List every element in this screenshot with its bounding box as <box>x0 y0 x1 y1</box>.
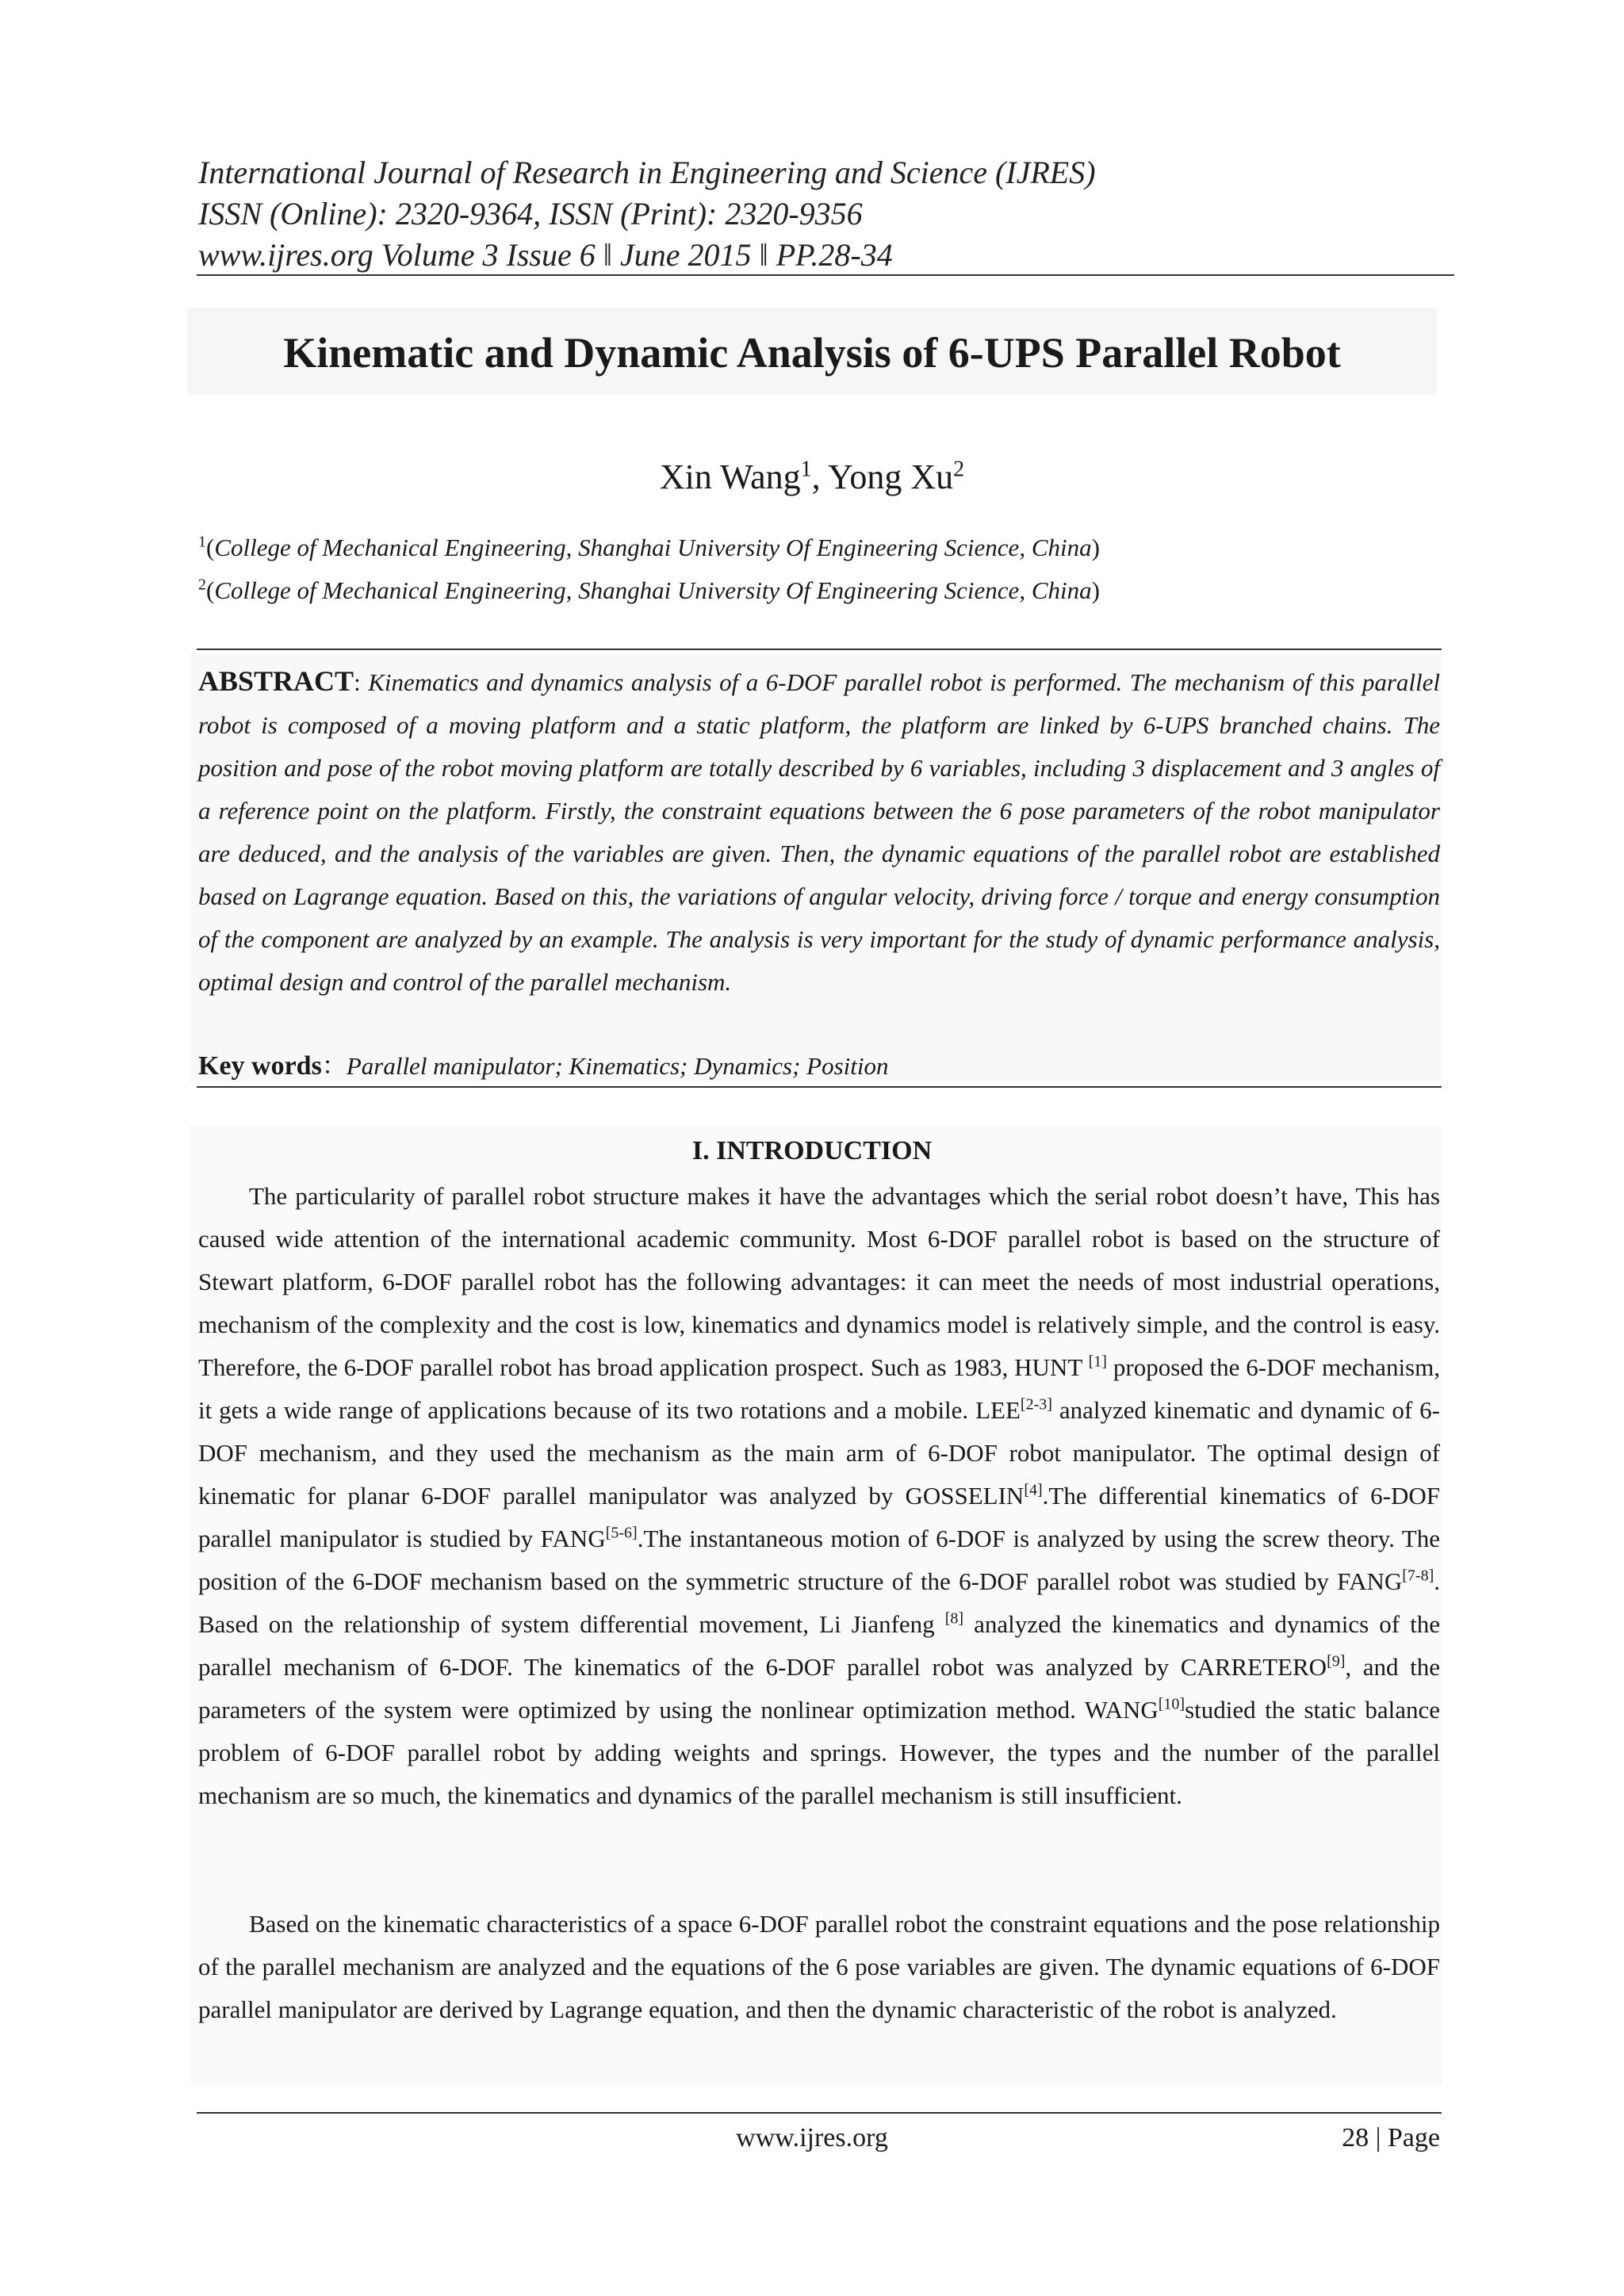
abstract <box>198 660 1440 1004</box>
header-rule <box>197 274 1454 276</box>
paragraph-text: proposed the 6-DOF mechanism, it gets a wide range of applications because of its two rotations and a mobile. LEE <box>198 1353 1440 1424</box>
author-affiliation-mark: 2 <box>953 457 965 482</box>
abstract-text: Kinematics and dynamics analysis of a 6-DOF parallel robot is performed. The mechanism of this parallel robot is composed of a moving platform and a static platform, the platform are linked by 6-UPS branched chains. The position and pose of the robot moving platform are totally described by 6 variables, including 3 displacement and 3 angles of a reference point on the platform. Firstly, the constraint equations between the 6 pose parameters of the robot manipulator are deduced, and the analysis of the variables are given. Then, the dynamic equations of the parallel robot are established based on Lagrange equation. Based on this, the variations of angular velocity, driving force / torque and energy consumption of the component are analyzed by an example. The analysis is very important for the study of dynamic performance analysis, optimal design and control of the parallel mechanism. <box>198 668 1440 996</box>
journal-issn: ISSN (Online): 2320-9364, ISSN (Print): 2320-9356 <box>198 196 863 232</box>
citation-ref: [5-6] <box>605 1524 638 1542</box>
keywords <box>198 1045 1440 1088</box>
intro-paragraph-2: Based on the kinematic characteristics of a space 6-DOF parallel robot the constraint equations and the pose relationship of the parallel mechanism are analyzed and the equations of the 6 pose variables are given. The dynamic equations of 6-DOF parallel manipulator are derived by Lagrange equation, and then the dynamic characteristic of the robot is analyzed. <box>198 1910 1440 2023</box>
footer-url-link[interactable]: www.ijres.org <box>736 2123 888 2152</box>
citation-ref: [4] <box>1024 1481 1043 1499</box>
paragraph-text: . Based on the relationship of system differential movement, Li Jianfeng <box>198 1567 1440 1638</box>
author-list <box>187 455 1437 499</box>
paragraph-text: studied the static balance problem of 6-DOF parallel robot by adding weights and springs. However, the types and the number of the parallel mechanism are so much, the kinematics and dynamics of the parallel mechanism is still insufficient. <box>198 1696 1440 1809</box>
abstract-top-rule <box>197 649 1442 650</box>
section-heading-introduction: I. INTRODUCTION <box>691 1136 933 1165</box>
affiliation-mark: 2 <box>198 576 206 594</box>
affiliation-paren-close: ) <box>1091 576 1100 604</box>
journal-volume-info: www.ijres.org Volume 3 Issue 6 ǁ June 2015 ǁ PP.28-34 <box>198 237 893 273</box>
intro-paragraph-1 <box>198 1175 1440 1817</box>
abstract-bottom-rule <box>197 1086 1442 1088</box>
citation-ref: [8] <box>944 1609 964 1628</box>
affiliation-paren-open: ( <box>206 576 215 604</box>
paragraph-text: , and the parameters of the system were optimized by using the nonlinear optimization method. WANG <box>198 1653 1440 1724</box>
citation-ref: [2-3] <box>1020 1395 1052 1414</box>
affiliation-line <box>198 526 1467 569</box>
keywords-separator: ： <box>321 1052 347 1080</box>
affiliation-paren-close: ) <box>1091 534 1100 561</box>
affiliation-list <box>198 526 1467 612</box>
citation-ref: [7-8] <box>1402 1567 1434 1585</box>
abstract-label: ABSTRACT <box>198 665 354 697</box>
paragraph-text: analyzed the kinematics and dynamics of the parallel mechanism of 6-DOF. The kinematics of the 6-DOF parallel robot was analyzed by CARRETERO <box>198 1610 1440 1681</box>
paragraph-text: analyzed kinematic and dynamic of 6-DOF mechanism, and they used the mechanism as the main arm of 6-DOF robot manipulator. The optimal design of kinematic for planar 6-DOF parallel manipulator was analyzed by GOSSELIN <box>198 1396 1440 1510</box>
keywords-text: Parallel manipulator; Kinematics; Dynamics; Position <box>346 1052 889 1080</box>
affiliation-text: College of Mechanical Engineering, Shanghai University Of Engineering Science, China <box>214 534 1092 561</box>
abstract-separator: : <box>354 668 369 696</box>
journal-name: International Journal of Research in Engineering and Science (IJRES) <box>198 155 1096 190</box>
citation-ref: [10] <box>1158 1695 1185 1713</box>
citation-ref: [9] <box>1327 1652 1346 1670</box>
paragraph-text: The particularity of parallel robot structure makes it have the advantages which the serial robot doesn’t have, This has caused wide attention of the international academic community. Most 6-DOF parallel robot is based on the structure of Stewart platform, 6-DOF parallel robot has the following advantages: it can meet the needs of most industrial operations, mechanism of the complexity and the cost is low, kinematics and dynamics model is relatively simple, and the control is easy. Therefore, the 6-DOF parallel robot has broad application prospect. Such as 1983, HUNT <box>198 1182 1440 1381</box>
paper-title: Kinematic and Dynamic Analysis of 6-UPS Parallel Robot <box>283 329 1341 377</box>
paragraph-text: .The differential kinematics of 6-DOF parallel manipulator is studied by FANG <box>198 1482 1440 1552</box>
affiliation-line <box>198 569 1467 612</box>
author-name: Xin Wang <box>659 457 801 496</box>
author-affiliation-mark: 1 <box>800 457 812 482</box>
affiliation-paren-open: ( <box>206 534 215 561</box>
citation-ref: [1] <box>1088 1353 1107 1371</box>
author-separator: , <box>811 457 828 496</box>
footer-rule <box>197 2112 1442 2114</box>
paragraph-text: .The instantaneous motion of 6-DOF is analyzed by using the screw theory. The position of the 6-DOF mechanism based on the symmetric structure of the 6-DOF parallel robot was studied by FANG <box>198 1525 1440 1595</box>
author-name: Yong Xu <box>827 457 954 496</box>
journal-header <box>198 152 1451 276</box>
keywords-label: Key words <box>198 1051 322 1081</box>
footer-page-number: 28 | Page <box>1342 2123 1440 2152</box>
affiliation-mark: 1 <box>198 533 206 551</box>
affiliation-text: College of Mechanical Engineering, Shanghai University Of Engineering Science, China <box>214 576 1092 604</box>
